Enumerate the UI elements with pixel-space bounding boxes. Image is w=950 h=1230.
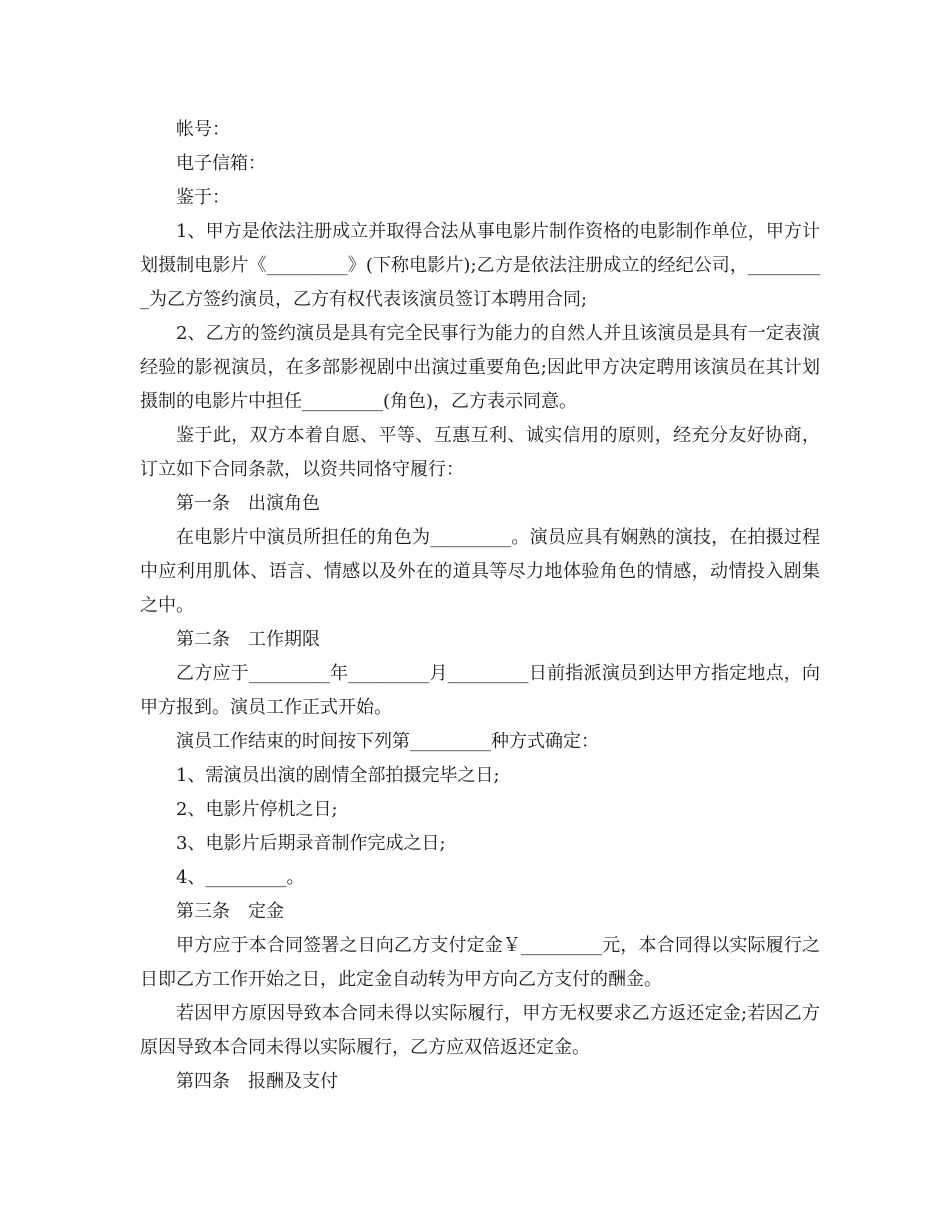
article-2-start-date: 乙方应于_________年_________月_________日前指派演员到达甲方指定地点，向甲方报到。演员工作正式开始。 bbox=[140, 663, 820, 718]
end-option-4: 4、_________。 bbox=[176, 867, 305, 888]
article-3-refund: 若因甲方原因导致本合同未得以实际履行，甲方无权要求乙方返还定金;若因乙方原因导致本合同未得以实际履行，乙方应双倍返还定金。 bbox=[140, 1003, 820, 1058]
email-line: 电子信箱： bbox=[176, 153, 266, 174]
whereas-clause-1: 1、甲方是依法注册成立并取得合法从事电影片制作资格的电影制作单位，甲方计划摄制电影片《_________》(下称电影片);乙方是依法注册成立的经纪公司，_________为乙方签约演员，乙方有权代表该演员签订本聘用合同; bbox=[140, 221, 820, 310]
document-body bbox=[140, 113, 820, 1099]
account-line: 帐号： bbox=[176, 119, 230, 140]
whereas-heading: 鉴于： bbox=[176, 187, 230, 208]
article-1-body: 在电影片中演员所担任的角色为_________。演员应具有娴熟的演技，在拍摄过程中应利用肌体、语言、情感以及外在的道具等尽力地体验角色的情感，动情投入剧集之中。 bbox=[140, 527, 820, 616]
article-3-heading: 第三条 定金 bbox=[176, 901, 284, 922]
end-option-1: 1、需演员出演的剧情全部拍摄完毕之日; bbox=[176, 765, 500, 786]
article-2-end-method: 演员工作结束的时间按下列第_________种方式确定： bbox=[176, 731, 599, 752]
end-option-3: 3、电影片后期录音制作完成之日; bbox=[176, 833, 446, 854]
article-1-heading: 第一条 出演角色 bbox=[176, 493, 320, 514]
agreement-preamble: 鉴于此，双方本着自愿、平等、互惠互利、诚实信用的原则，经充分友好协商，订立如下合同条款，以资共同恪守履行： bbox=[140, 425, 820, 480]
whereas-clause-2: 2、乙方的签约演员是具有完全民事行为能力的自然人并且该演员是具有一定表演经验的影视演员，在多部影视剧中出演过重要角色;因此甲方决定聘用该演员在其计划摄制的电影片中担任_________(角色)，乙方表示同意。 bbox=[140, 323, 820, 412]
end-option-2: 2、电影片停机之日; bbox=[176, 799, 338, 820]
article-2-heading: 第二条 工作期限 bbox=[176, 629, 320, 650]
article-4-heading: 第四条 报酬及支付 bbox=[176, 1071, 338, 1092]
article-3-deposit: 甲方应于本合同签署之日向乙方支付定金￥_________元，本合同得以实际履行之日即乙方工作开始之日，此定金自动转为甲方向乙方支付的酬金。 bbox=[140, 935, 820, 990]
